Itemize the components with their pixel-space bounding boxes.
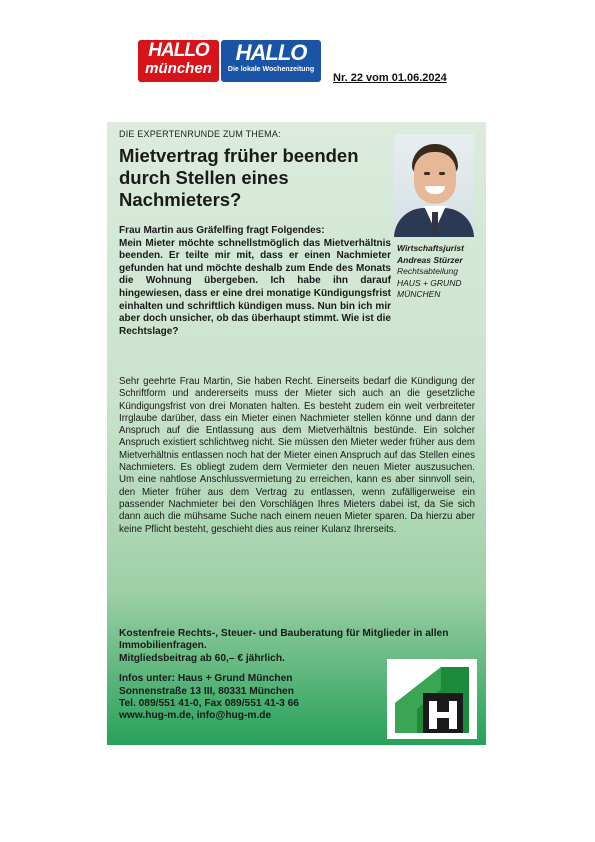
fee-text: Mitgliedsbeitrag ab 60,– € jährlich.: [119, 652, 285, 664]
expert-city: MÜNCHEN: [397, 289, 441, 299]
newspaper-logo: [138, 40, 321, 86]
logo-red-title: HALLO: [148, 40, 209, 61]
hallo-wochenzeitung-logo: [221, 40, 321, 82]
expert-caption: [397, 243, 485, 301]
logo-red-city: münchen: [145, 60, 212, 77]
offer-text: Kostenfreie Rechts-, Steuer- und Bauberatung für Mitglieder in allen Immobilienfragen.: [119, 628, 449, 652]
expert-name: Andreas Stürzer: [397, 254, 463, 265]
web-text: www.hug-m.de, info@hug-m.de: [119, 710, 272, 722]
question-text: Mein Mieter möchte schnellstmöglich das Mietverhältnis beenden. Er teilte mir mit, dass er einen Nachmieter gefunden hat und möchte deshalb zum Ende des Monats die Wohnung übergeben. Ich habe ihn darauf hingewiesen, dass er eine drei monatige Kündigungsfrist einhalten und schriftlich kündigen muss. Nun bin ich mir aber doch unsicher, ob das überhaupt stimmt. Wie ist die Rechtslage?: [119, 237, 391, 337]
issue-date: Nr. 22 vom 01.06.2024: [333, 72, 447, 84]
expert-answer: Sehr geehrte Frau Martin, Sie haben Recht. Einerseits bedarf die Kündigung der Schriftform und andererseits muss der Mieter sich auch an die gesetzliche Kündigungsfrist von drei Monaten halten. Es besteht zudem ein weit verbreiteter Irrglaube darüber, dass ein Mieter einen Nachmieter stellen könne und dann der Anspruch auf die Entlassung aus dem Mietverhältnis bestünde. Ein solcher Anspruch existiert schlichtweg nicht. Sie müssen den Mieter weder früher aus dem Mietverhältnis entlassen noch hat der Mieter einen Anspruch auf das Stellen eines Nachmieters. Es obliegt zudem dem Vermieter den neuen Mieter auszusuchen. Um eine nahtlose Anschlussvermietung zu erreichen, kann es aber sinnvoll sein, den Mieter früher aus dem Vertrag zu entlassen, wenn zufälligerweise ein passender Nachmieter bei den Vorschlägen Ihres Mieters dabei ist, da Sie sich dann auch die mühsame Suche nach einem neuen Mieter sparen. Da hierzu aber keine Pflicht besteht, geschieht dies aus reiner Kulanz Ihrerseits.: [119, 376, 475, 535]
question-heading: Frau Martin aus Gräfelfing fragt Folgendes:: [119, 225, 325, 236]
address-text: Sonnenstraße 13 III, 80331 München: [119, 685, 294, 697]
hallo-muenchen-logo: [138, 40, 219, 82]
kicker: DIE EXPERTENRUNDE ZUM THEMA:: [119, 129, 281, 139]
phone-text: Tel. 089/551 41-0, Fax 089/551 41-3 66: [119, 698, 299, 710]
logo-blue-title: HALLO: [235, 40, 307, 65]
expert-org: HAUS + GRUND: [397, 277, 462, 288]
expert-photo: [394, 134, 474, 237]
expert-dept: Rechtsabteilung: [397, 266, 458, 276]
haus-und-grund-logo: [387, 659, 477, 739]
article-card: [107, 122, 486, 745]
info-text: Infos unter: Haus + Grund München: [119, 673, 293, 685]
headline: Mietvertrag früher beenden durch Stellen eines Nachmieters?: [119, 145, 359, 210]
logo-blue-tagline: Die lokale Wochenzeitung: [227, 66, 315, 73]
reader-question: [119, 225, 391, 338]
expert-title: Wirtschaftsjurist: [397, 243, 464, 253]
